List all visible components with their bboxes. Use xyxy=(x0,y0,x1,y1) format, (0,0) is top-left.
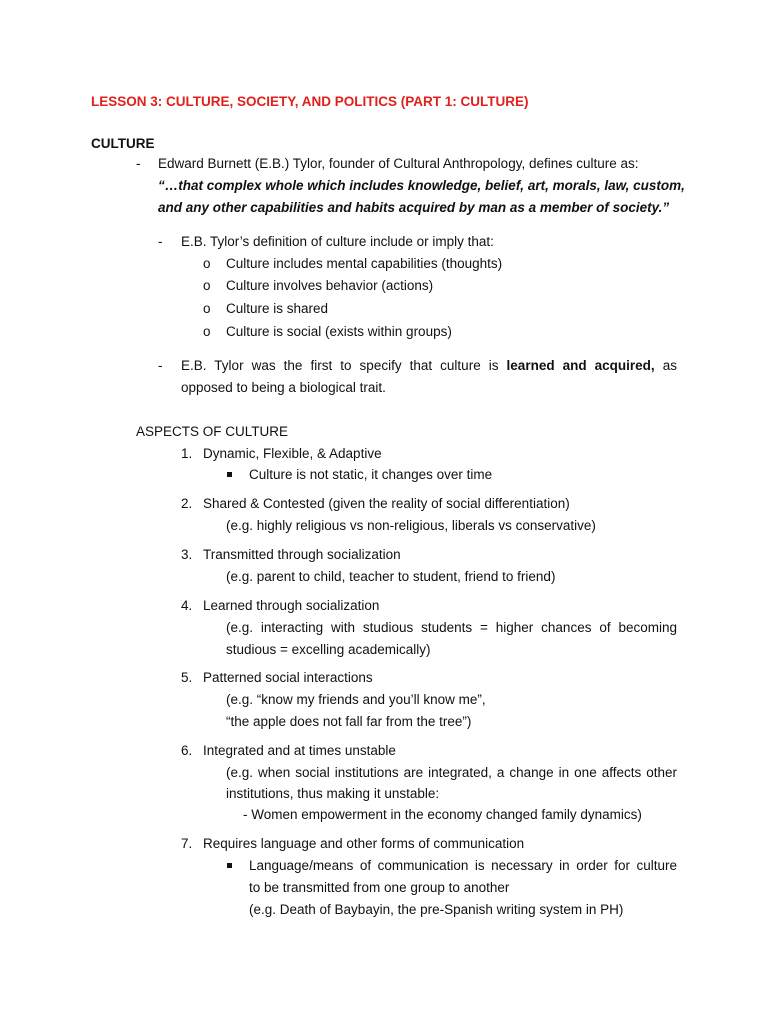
aspect-label: Shared & Contested (given the reality of social differentiation) xyxy=(203,496,570,511)
dash-marker: - xyxy=(136,156,141,171)
aspect-detail: - Women empowerment in the economy changed family dynamics) xyxy=(243,807,642,822)
aspect-detail: to be transmitted from one group to another xyxy=(249,880,510,895)
aspect-label: Requires language and other forms of communication xyxy=(203,836,525,851)
square-bullet xyxy=(227,472,232,477)
tylor-intro: Edward Burnett (E.B.) Tylor, founder of Cultural Anthropology, defines culture as: xyxy=(158,156,639,171)
item-number: 4. xyxy=(181,598,193,613)
item-number: 2. xyxy=(181,496,193,511)
aspect-label: Dynamic, Flexible, & Adaptive xyxy=(203,446,382,461)
item-number: 7. xyxy=(181,836,193,851)
item-number: 3. xyxy=(181,547,193,562)
implication-item: Culture includes mental capabilities (thoughts) xyxy=(226,256,503,271)
aspect-detail: (e.g. when social institutions are integrated, a change in one affects other xyxy=(226,765,677,780)
implication-item: Culture is social (exists within groups) xyxy=(226,324,452,339)
bullet-marker: o xyxy=(203,256,211,271)
aspect-detail: (e.g. Death of Baybayin, the pre-Spanish writing system in PH) xyxy=(249,902,624,917)
dash-marker: - xyxy=(158,358,163,373)
tylor-quote-line-2: and any other capabilities and habits acquired by man as a member of society.” xyxy=(158,200,670,215)
aspect-label: Patterned social interactions xyxy=(203,670,373,685)
bullet-marker: o xyxy=(203,324,211,339)
bullet-marker: o xyxy=(203,301,211,316)
aspect-detail: (e.g. highly religious vs non-religious, liberals vs conservative) xyxy=(226,518,596,533)
aspect-detail: “the apple does not fall far from the tree”) xyxy=(226,714,472,729)
aspect-detail: (e.g. “know my friends and you’ll know me”, xyxy=(226,692,486,707)
bullet-marker: o xyxy=(203,278,211,293)
implication-item: Culture involves behavior (actions) xyxy=(226,278,434,293)
item-number: 1. xyxy=(181,446,193,461)
square-bullet xyxy=(227,863,232,868)
item-number: 5. xyxy=(181,670,193,685)
aspect-detail: (e.g. parent to child, teacher to student, friend to friend) xyxy=(226,569,556,584)
implies-intro: E.B. Tylor’s definition of culture include or imply that: xyxy=(181,234,494,249)
lesson-title: LESSON 3: CULTURE, SOCIETY, AND POLITICS (PART 1: CULTURE) xyxy=(91,94,529,109)
item-number: 6. xyxy=(181,743,193,758)
learned-line-1: E.B. Tylor was the first to specify that culture is learned and acquired, as xyxy=(181,358,677,373)
aspect-detail: institutions, thus making it unstable: xyxy=(226,786,440,801)
aspect-detail: studious = excelling academically) xyxy=(226,642,431,657)
culture-heading: CULTURE xyxy=(91,136,155,151)
dash-marker: - xyxy=(158,234,163,249)
aspect-detail: (e.g. interacting with studious students = higher chances of becoming xyxy=(226,620,677,635)
aspect-detail: Culture is not static, it changes over time xyxy=(249,467,493,482)
aspect-label: Transmitted through socialization xyxy=(203,547,401,562)
aspect-label: Integrated and at times unstable xyxy=(203,743,396,758)
aspects-heading: ASPECTS OF CULTURE xyxy=(136,424,289,439)
tylor-quote-line-1: “…that complex whole which includes knowledge, belief, art, morals, law, custom, xyxy=(158,178,685,193)
implication-item: Culture is shared xyxy=(226,301,329,316)
learned-line-2: opposed to being a biological trait. xyxy=(181,380,386,395)
aspect-detail: Language/means of communication is necessary in order for culture xyxy=(249,858,677,873)
aspect-label: Learned through socialization xyxy=(203,598,380,613)
